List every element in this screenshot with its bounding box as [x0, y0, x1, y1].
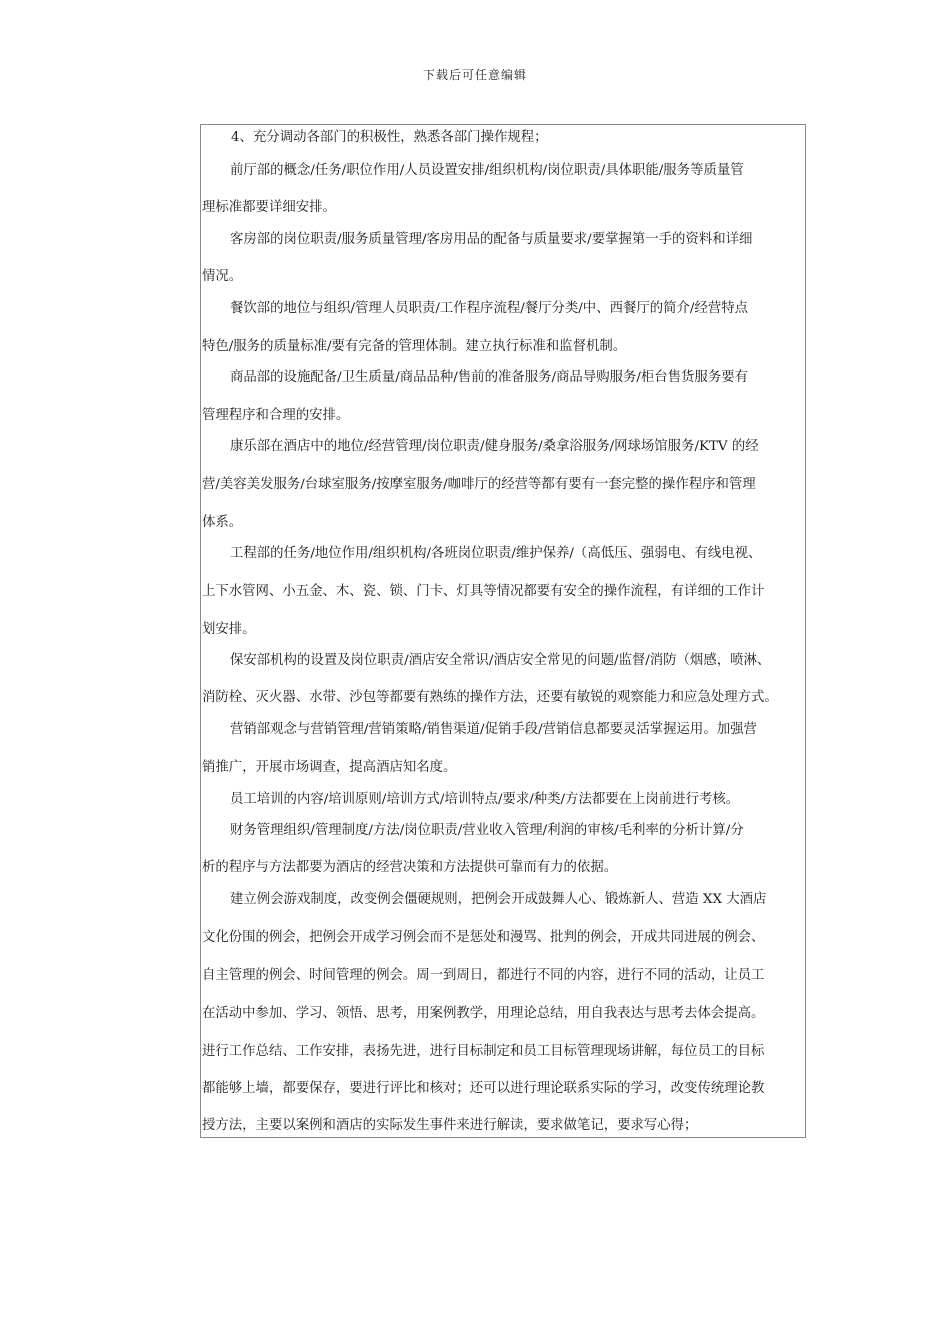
page-header: 下载后可任意编辑 — [422, 68, 527, 82]
paragraph-housekeeping: 客房部的岗位职责/服务质量管理/客房用品的配备与质量要求/要掌握第一手的资料和详细 — [230, 232, 753, 247]
paragraph-security-cont: 消防栓、灭火器、水带、沙包等都要有熟练的操作方法，还要有敏锐的观察能力和应急处理方式。 — [202, 690, 778, 705]
paragraph-food-beverage: 餐饮部的地位与组织/管理人员职责/工作程序流程/餐厅分类/中、西餐厅的简介/经营特点 — [230, 301, 749, 316]
paragraph-front-office: 前厅部的概念/任务/职位作用/人员设置安排/组织机构/岗位职责/具体职能/服务等质量管 — [230, 163, 744, 178]
paragraph-meetings-cont-2: 自主管理的例会、时间管理的例会。周一到周日，都进行不同的内容，进行不同的活动，让员工 — [202, 968, 765, 983]
content-box — [200, 124, 806, 1138]
paragraph-training: 员工培训的内容/培训原则/培训方式/培训特点/要求/种类/方法都要在上岗前进行考核。 — [230, 792, 740, 807]
paragraph-meetings: 建立例会游戏制度，改变例会僵硬规则，把例会开成鼓舞人心、锻炼新人、营造 XX 大酒店 — [230, 892, 767, 907]
paragraph-meetings-cont-5: 都能够上墙，都要保存，要进行评比和核对；还可以进行理论联系实际的学习，改变传统理论教 — [202, 1081, 765, 1096]
paragraph-engineering: 工程部的任务/地位作用/组织机构/各班岗位职责/维护保养/（高低压、强弱电、有线电视、 — [230, 546, 762, 561]
paragraph-food-beverage-cont: 特色/服务的质量标准/要有完备的管理体制。建立执行标准和监督机制。 — [202, 339, 627, 354]
paragraph-marketing-cont: 销推广，开展市场调查，提高酒店知名度。 — [202, 760, 457, 775]
paragraph-recreation: 康乐部在酒店中的地位/经营管理/岗位职责/健身服务/桑拿浴服务/网球场馆服务/KTV 的经 — [230, 439, 759, 454]
paragraph-security: 保安部机构的设置及岗位职责/酒店安全常识/酒店安全常见的问题/监督/消防（烟感，喷淋、 — [230, 653, 771, 668]
paragraph-housekeeping-cont: 情况。 — [202, 269, 243, 284]
paragraph-recreation-cont-2: 体系。 — [202, 515, 243, 530]
paragraph-meetings-cont-1: 文化份围的例会，把例会开成学习例会而不是惩处和漫骂、批判的例会，开成共同进展的例会、 — [202, 930, 765, 945]
paragraph-marketing: 营销部观念与营销管理/营销策略/销售渠道/促销手段/营销信息都要灵活掌握运用。加强营 — [230, 722, 757, 737]
paragraph-merchandise-cont: 管理程序和合理的安排。 — [202, 408, 350, 423]
paragraph-meetings-cont-3: 在活动中参加、学习、领悟、思考，用案例教学，用理论总结，用自我表达与思考去体会提高。 — [202, 1006, 765, 1021]
paragraph-merchandise: 商品部的设施配备/卫生质量/商品品种/售前的准备服务/商品导购服务/柜台售货服务要有 — [230, 370, 749, 385]
paragraph-meetings-cont-6: 授方法，主要以案例和酒店的实际发生事件来进行解读，要求做笔记，要求写心得； — [202, 1118, 698, 1133]
paragraph-finance-cont: 析的程序与方法都要为酒店的经营决策和方法提供可靠而有力的依据。 — [202, 860, 618, 875]
paragraph-meetings-cont-4: 进行工作总结、工作安排，表扬先进，进行目标制定和员工目标管理现场讲解，每位员工的目标 — [202, 1044, 765, 1059]
paragraph-engineering-cont-1: 上下水管网、小五金、木、瓷、锁、门卡、灯具等情况都要有安全的操作流程，有详细的工作计 — [202, 584, 765, 599]
paragraph-front-office-cont: 理标准都要详细安排。 — [202, 200, 336, 215]
paragraph-engineering-cont-2: 划安排。 — [202, 622, 256, 637]
section-heading: 4、充分调动各部门的积极性，熟悉各部门操作规程； — [231, 130, 548, 145]
paragraph-finance: 财务管理组织/管理制度/方法/岗位职责/营业收入管理/利润的审核/毛利率的分析计算/分 — [230, 823, 744, 838]
paragraph-recreation-cont-1: 营/美容美发服务/台球室服务/按摩室服务/咖啡厅的经营等都有要有一套完整的操作程序和管理 — [202, 477, 756, 492]
